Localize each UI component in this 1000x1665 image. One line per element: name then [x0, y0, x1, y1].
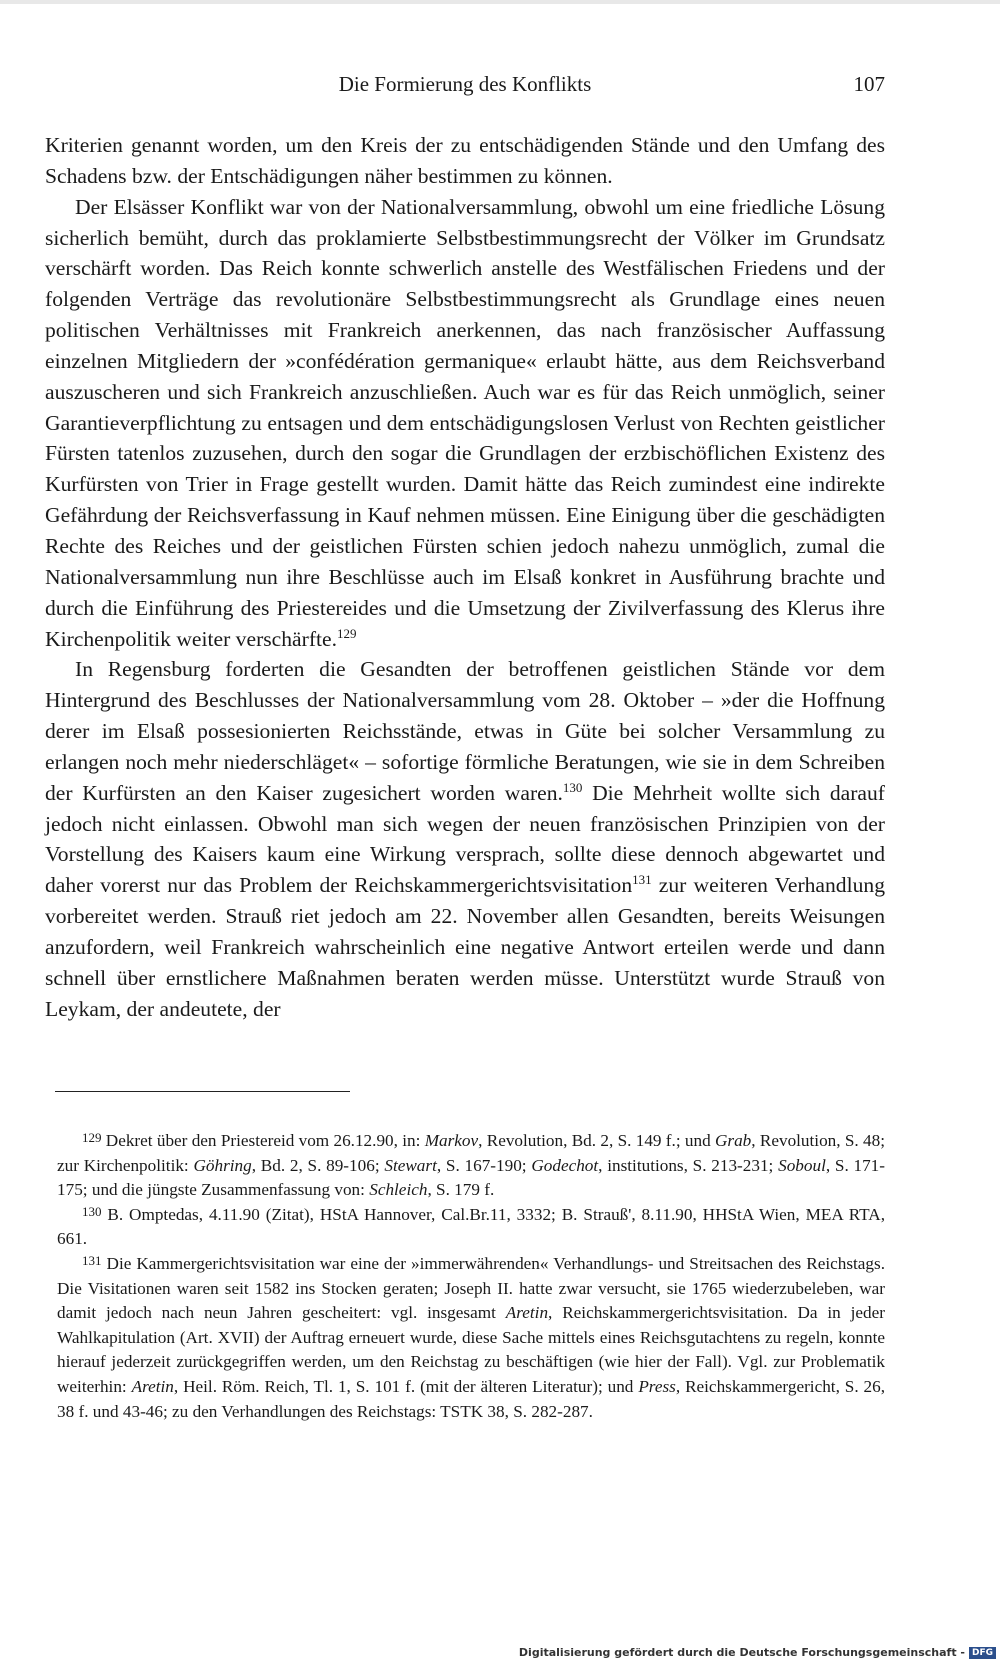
footnote-author: Stewart [384, 1155, 437, 1175]
paragraph-3-text-b: Die Mehrheit wollte sich darauf jedoch nicht einlassen. Obwohl man sich wegen der neuen französischen Prinzipien von der Vorstellung des Kaisers kaum eine Wirkung versprach, sollte diese dennoch abgewartet und daher vorerst nur das Problem der Reichskammergerichtsvisitation [45, 780, 885, 898]
footnote-author: Göhring [193, 1155, 252, 1175]
footnote-text: , Heil. Röm. Reich, Tl. 1, S. 101 f. (mit der älteren Literatur); und [173, 1376, 639, 1396]
footnote-text: , Revolution, S. 48; zur Kirchenpolitik: [57, 1131, 885, 1175]
footnote-text: , S. 179 f. [427, 1180, 495, 1200]
footnote-ref-129: 129 [337, 625, 357, 641]
footnote-text: , Bd. 2, S. 89-106; [251, 1155, 385, 1175]
footnote-author: Aretin [505, 1303, 549, 1323]
footnote-129 [57, 1129, 885, 1203]
footnote-130 [57, 1203, 885, 1252]
running-title: Die Formierung des Konflikts [338, 72, 592, 96]
footnote-131 [57, 1252, 885, 1424]
paragraph-2 [45, 192, 885, 655]
page-number: 107 [853, 72, 885, 96]
paragraph-3-text-a: In Regensburg forderten die Gesandten der betroffenen geistlichen Stände vor dem Hintergrund des Beschlusses der Nationalversammlung vom 28. Oktober – »der die Hoffnung derer im Elsaß possesionierten Reichsstände, etwas in Güte bei solcher Versammlung zu erlangen noch mehr niederschläget« – sofortige förmliche Beratungen, wie sie in dem Schreiben der Kurfürsten an den Kaiser zugesichert worden waren. [45, 657, 885, 805]
footnote-text: , S. 171-175; und die jüngste Zusammenfassung von: [57, 1155, 885, 1200]
footnote-text: , S. 167-190; [436, 1155, 532, 1175]
footnote-author: Soboul [778, 1155, 826, 1175]
paragraph-2-text: Der Elsässer Konflikt war von der Nationalversammlung, obwohl um eine friedliche Lösung sicherlich bemüht, durch das proklamierte Selbstbestimmungsrecht der Völker im Grundsatz verschärft worden. Das Reich konnte schwerlich anstelle des Westfälischen Friedens und der folgenden Verträge das revolutionäre Selbstbestimmungsrecht als Grundlage eines neuen politischen Verhältnisses mit Frankreich anerkennen, das nach französischer Auffassung einzelnen Mitgliedern der »confédération germanique« erlaubt hätte, aus dem Reichsverband auszuscheren und sich Frankreich anzuschließen. Auch war es für das Reich unmöglich, seiner Garantieverpflichtung zu entsagen und dem entschädigungslosen Verlust von Rechten geistlicher Fürsten tatenlos zuzusehen, durch den sogar die Grundlagen der erzbischöflichen Existenz des Kurfürsten von Trier in Frage gestellt wurden. Damit hätte das Reich zumindest eine indirekte Gefährdung der Reichsverfassung in Kauf nehmen müssen. Eine Einigung über die geschädigten Rechte des Reiches und der geistlichen Fürsten schien jedoch nahezu unmöglich, zumal die Nationalversammlung nun ihre Beschlüsse auch im Elsaß konkret in Ausführung brachte und durch die Einführung des Priestereides und die Umsetzung der Zivilverfassung des Klerus ihre Kirchenpolitik weiter verschärfte. [45, 194, 885, 651]
dfg-logo: DFG [969, 1647, 996, 1659]
footnote-text: , Reichskammergerichtsvisitation. Da in jeder Wahlkapitulation (Art. XVII) der Auftrag erneuert wurde, diese Sache mittels eines Reichsgutachtens zu regeln, konnte hierauf jederzeit zurückgegriffen werden, um den Reichstag zu beschäftigen (wie hier der Fall). Vgl. zur Problematik weiterhin: [57, 1303, 885, 1396]
page-header [45, 72, 885, 104]
footnote-text: , Revolution, Bd. 2, S. 149 f.; und [478, 1131, 715, 1150]
footnote-text: Die Kammergerichtsvisitation war eine der »immerwährenden« Verhandlungs- und Streitsachen des Reichstags. Die Visitationen waren seit 1582 ins Stocken geraten; Joseph II. hatte zwar versucht, sie 1765 wiederzubeleben, war damit jedoch nach neun Jahren gescheitert: vgl. insgesamt [57, 1253, 885, 1323]
main-text [45, 130, 885, 1024]
digitization-credit [519, 1646, 996, 1659]
footnote-text: B. Omptedas, 4.11.90 (Zitat), HStA Hannover, Cal.Br.11, 3332; B. Strauß', 8.11.90, HHStA Wien, MEA RTA, 661. [57, 1204, 885, 1249]
footnote-author: Godechot [531, 1155, 599, 1175]
footnote-separator [55, 1091, 350, 1092]
footnote-author: Aretin [131, 1376, 174, 1396]
footnote-number: 130 [82, 1203, 102, 1219]
footnotes [57, 1129, 885, 1424]
scan-top-edge [0, 0, 1000, 4]
footnote-ref-131: 131 [632, 872, 652, 888]
digitization-credit-text: Digitalisierung gefördert durch die Deutsche Forschungsgemeinschaft - [518, 1646, 965, 1659]
footnote-text: Dekret über den Priestereid vom 26.12.90, in: [101, 1131, 425, 1150]
footnote-number: 131 [82, 1252, 102, 1268]
footnote-text: , institutions, S. 213-231; [598, 1155, 779, 1175]
paragraph-3-text-c: zur weiteren Verhandlung vorbereitet werden. Strauß riet jedoch am 22. November allen Gesandten, bereits Weisungen anzufordern, weil Frankreich wahrscheinlich eine negative Antwort erteilen werde und dann schnell über ernstlichere Maßnahmen beraten werden müsse. Unterstützt wurde Strauß von Leykam, der andeutete, der [45, 873, 885, 1021]
footnote-author: Grab [714, 1131, 752, 1150]
footnote-ref-130: 130 [562, 779, 583, 795]
paragraph-1: Kriterien genannt worden, um den Kreis der zu entschädigenden Stände und den Umfang des Schadens bzw. der Entschädigungen näher bestimmen zu können. [45, 133, 885, 188]
footnote-author: Markov [424, 1131, 479, 1150]
footnote-text: , Reichskammergericht, S. 26, 38 f. und 43-46; zu den Verhandlungen des Reichstags: TSTK 38, S. 282-287. [57, 1376, 885, 1421]
paragraph-3 [45, 654, 885, 1024]
footnote-author: Schleich [369, 1180, 428, 1200]
footnote-number: 129 [82, 1130, 102, 1145]
footnote-author: Press [638, 1376, 676, 1396]
